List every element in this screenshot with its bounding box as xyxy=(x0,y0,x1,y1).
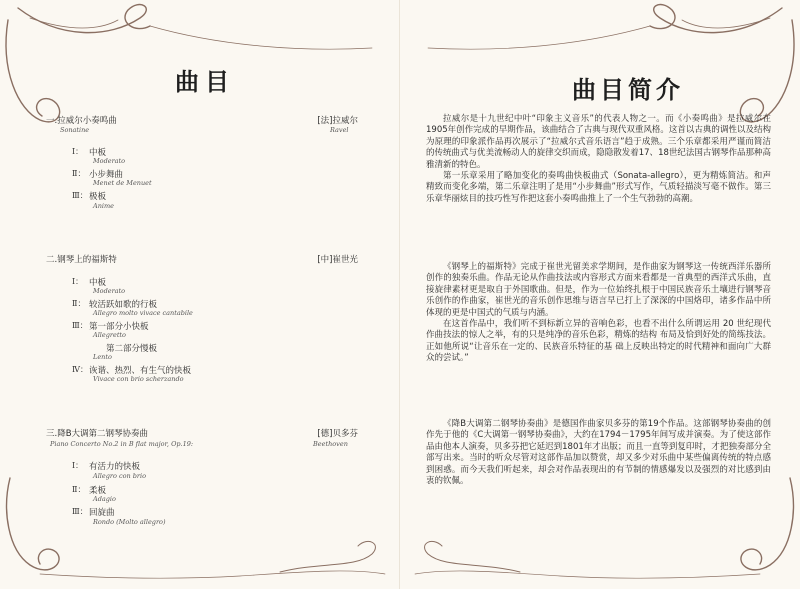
piece-1-title: 一.拉威尔小奏鸣曲 xyxy=(46,116,117,126)
movement-number: Ⅳ： xyxy=(72,365,88,374)
movement-name: 较活跃如歌的行板 xyxy=(89,300,158,310)
movement-tempo: Allegretto xyxy=(93,331,126,339)
movement-tempo: Moderato xyxy=(93,157,126,165)
movement-name: 第一部分小快板 xyxy=(89,322,149,332)
intro-paragraph: 拉威尔是十九世纪中叶“印象主义音乐”的代表人物之一。而《小奏鸣曲》是拉威尔在1905年创作完成的早期作品，该曲结合了古典与现代双重风格。这首以古典的调性以及结构为原理的印象派作品再次展示了“拉威尔式音乐语言”趋于成熟。三个乐章都采用严谨而简洁的传统曲式与优美流畅动人的旋律交织而成，隐隐散发着17、18世纪法国古钢琴作品那种高雅清新的特色。 xyxy=(426,114,771,170)
movement-name: 回旋曲 xyxy=(89,508,115,518)
movement-name: 小步舞曲 xyxy=(89,170,124,180)
movement-tempo: Vivace con brio scherzando xyxy=(93,375,184,383)
flourish-bottom-right-icon xyxy=(400,470,800,589)
movement-name: 诙谐、热烈、有生气的快板 xyxy=(89,366,192,376)
movement-number: Ⅱ： xyxy=(72,169,86,178)
movement-name: 极板 xyxy=(89,192,107,202)
piece-1-subtitle: Sonatine xyxy=(60,126,90,134)
movement-number: Ⅲ： xyxy=(72,507,88,516)
intro-paragraph: 《降B大调第二钢琴协奏曲》是德国作曲家贝多芬的第19个作品。这部钢琴协奏曲的创作先于他的《C大调第一钢琴协奏曲》，大约在1794－1795年间写成并演奏。为了使这部作品由他本人演奏，贝多芬把它延迟到1801年才出版；而且一直等到复印时，才把独奏部分全部写出来。当时的听众尽管对这部作品加以赞赏，却又多少对乐曲中某些偏离传统的特点感到困惑。而今天我们听起来，却会对作品表现出的有节制的情感爆发以及强烈的对比感到由衷的钦佩。 xyxy=(426,419,771,487)
movement-number: Ⅱ： xyxy=(72,485,86,494)
piece-1-composer: [法]拉威尔 xyxy=(317,116,358,126)
page-title: 曲目 xyxy=(175,67,235,96)
movement-tempo: Anime xyxy=(93,202,114,210)
movement-tempo: Adagio xyxy=(93,495,116,503)
movement-number: Ⅰ： xyxy=(72,461,84,470)
movement-number: Ⅰ： xyxy=(72,277,84,286)
movement-name: 中板 xyxy=(89,148,107,158)
movement-number: Ⅲ： xyxy=(72,191,88,200)
movement-tempo: Allegro molto vivace cantabile xyxy=(93,309,193,317)
piece-3-title: 三.降B大调第二钢琴协奏曲 xyxy=(46,429,149,439)
piece-2-title: 二.钢琴上的福斯特 xyxy=(46,255,117,265)
movement-tempo: Rondo (Molto allegro) xyxy=(93,518,166,526)
movement-tempo: Lento xyxy=(93,353,112,361)
movement-number: Ⅲ： xyxy=(72,321,88,330)
movement-name: 中板 xyxy=(89,278,107,288)
piece-1-composer-en: Ravel xyxy=(330,126,349,134)
flourish-bottom-left-icon xyxy=(0,470,400,589)
movement-name: 柔板 xyxy=(89,486,107,496)
intro-paragraph: 在这首作品中，我们听不到标新立异的音响色彩，也看不出什么所谓运用 20 世纪现代作曲技法的惊人之举，有的只是纯净的音乐色彩，精炼的结构 布局及恰到好处的简练技法。正如他所说“让音乐在一定的、民族音乐特征的基 础上反映出特定的时代精神和面向广大群众的尝试。” xyxy=(426,319,771,364)
intro-paragraph: 第一乐章采用了略加变化的奏鸣曲快板曲式（Sonata-allegro），更为精炼简洁。和声精致而变化多端，第二乐章注明了是用“小步舞曲”形式写作，气质轻描淡写毫不做作。第三乐章华丽炫目的技巧性写作把这套小奏鸣曲推上了一个生气勃勃的高潮。 xyxy=(426,171,771,204)
piece-3-composer: [德]贝多芬 xyxy=(317,429,358,439)
movement-name: 有活力的快板 xyxy=(89,462,141,472)
movement-name: 第二部分慢板 xyxy=(106,344,158,354)
section-title: 曲目简介 xyxy=(572,75,684,104)
piece-2-composer: [中]崔世光 xyxy=(317,255,358,265)
movement-number: Ⅰ： xyxy=(72,147,84,156)
movement-tempo: Moderato xyxy=(93,287,126,295)
movement-tempo: Allegro con brio xyxy=(93,472,147,480)
piece-3-composer-en: Beethoven xyxy=(313,440,348,448)
movement-tempo: Menet de Menuet xyxy=(93,179,152,187)
piece-3-subtitle: Piano Concerto No.2 in B flat major, Op.19: xyxy=(50,440,194,448)
movement-number: Ⅱ： xyxy=(72,299,86,308)
intro-paragraph: 《钢琴上的福斯特》完成于崔世光留美求学期间，是作曲家为钢琴这一传统西洋乐器所创作的独奏乐曲。作品无论从作曲技法或内容形式方面来看都是一首典型的西洋式乐曲，直接旋律素材更是取自于外国歌曲。但是，作为一位始终扎根于中国民族音乐土壤进行钢琴音乐创作的作曲家，崔世光的音乐创作思维与语言早已打上了深深的中国烙印，诸多作品中所体现的更是中国式的气质与内涵。 xyxy=(426,262,771,318)
